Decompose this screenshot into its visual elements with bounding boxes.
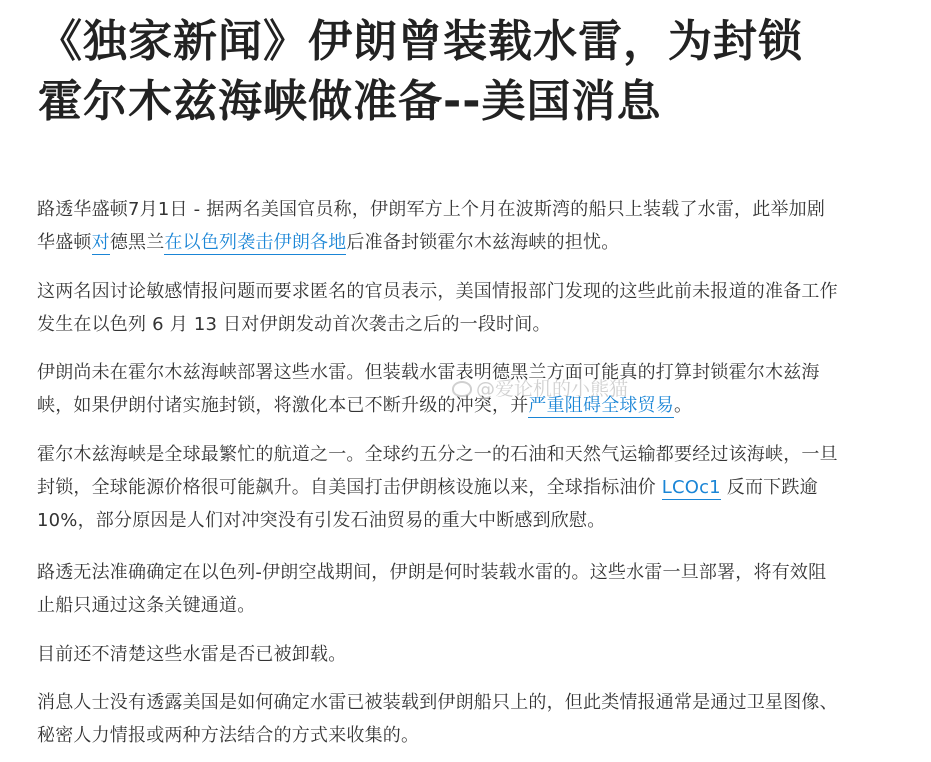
link-dui[interactable]: 对	[91, 232, 110, 253]
paragraph-1	[37, 193, 917, 259]
paragraph-7	[37, 686, 917, 752]
article-headline	[38, 12, 918, 132]
paragraph-line: 发生在以色列 6 月 13 日对伊朗发动首次袭击之后的一段时间。	[37, 314, 551, 335]
paragraph-2	[37, 275, 917, 341]
paragraph-4	[37, 438, 917, 537]
paragraph-line	[37, 471, 917, 504]
headline-line-1: 《独家新闻》伊朗曾装载水雷，为封锁	[38, 16, 803, 67]
paragraph-line: 路透无法准确确定在以色列-伊朗空战期间，伊朗是何时装载水雷的。这些水雷一旦部署，将有效阻	[37, 562, 827, 583]
text-segment: 封锁，全球能源价格很可能飙升。自美国打击伊朗核设施以来，全球指标油价	[37, 477, 662, 498]
paragraph-line: 伊朗尚未在霍尔木兹海峡部署这些水雷。但装载水雷表明德黑兰方面可能真的打算封锁霍尔木兹海	[37, 362, 820, 383]
text-segment: 德黑兰	[109, 232, 165, 253]
paragraph-line: 消息人士没有透露美国是如何确定水雷已被装载到伊朗船只上的，但此类情报通常是通过卫星图像、	[37, 692, 838, 713]
paragraph-5	[37, 556, 917, 622]
paragraph-line: 目前还不清楚这些水雷是否已被卸载。	[37, 644, 347, 665]
paragraph-line	[37, 226, 917, 259]
text-segment: 峡，如果伊朗付诸实施封锁，将激化本已不断升级的冲突，并	[37, 395, 529, 416]
paragraph-line: 止船只通过这条关键通道。	[37, 595, 256, 616]
paragraph-3	[37, 356, 917, 422]
text-segment: 。	[674, 395, 693, 416]
paragraph-line: 10%，部分原因是人们对冲突没有引发石油贸易的重大中断感到欣慰。	[37, 510, 606, 531]
link-israel-attacks-iran[interactable]: 在以色列袭击伊朗各地	[164, 232, 347, 253]
paragraph-line: 秘密人力情报或两种方法结合的方式来收集的。	[37, 725, 420, 746]
paragraph-6	[37, 638, 917, 671]
text-segment: 华盛顿	[37, 232, 92, 253]
paragraph-line	[37, 389, 917, 422]
text-segment: 后准备封锁霍尔木兹海峡的担忧。	[346, 232, 620, 253]
link-lcoc1[interactable]: LCOc1	[661, 477, 721, 498]
link-global-trade[interactable]: 严重阻碍全球贸易	[528, 395, 675, 416]
paragraph-line: 霍尔木兹海峡是全球最繁忙的航道之一。全球约五分之一的石油和天然气运输都要经过该海峡，一旦	[37, 444, 838, 465]
text-segment: 反而下跌逾	[720, 477, 818, 498]
paragraph-line: 这两名因讨论敏感情报问题而要求匿名的官员表示，美国情报部门发现的这些此前未报道的准备工作	[37, 281, 838, 302]
watermark-text: @爱论机的小熊猫	[476, 378, 629, 400]
headline-line-2: 霍尔木兹海峡做准备--美国消息	[38, 76, 662, 127]
paragraph-line: 路透华盛顿7月1日 - 据两名美国官员称，伊朗军方上个月在波斯湾的船只上装载了水雷，此举加剧	[37, 199, 826, 220]
